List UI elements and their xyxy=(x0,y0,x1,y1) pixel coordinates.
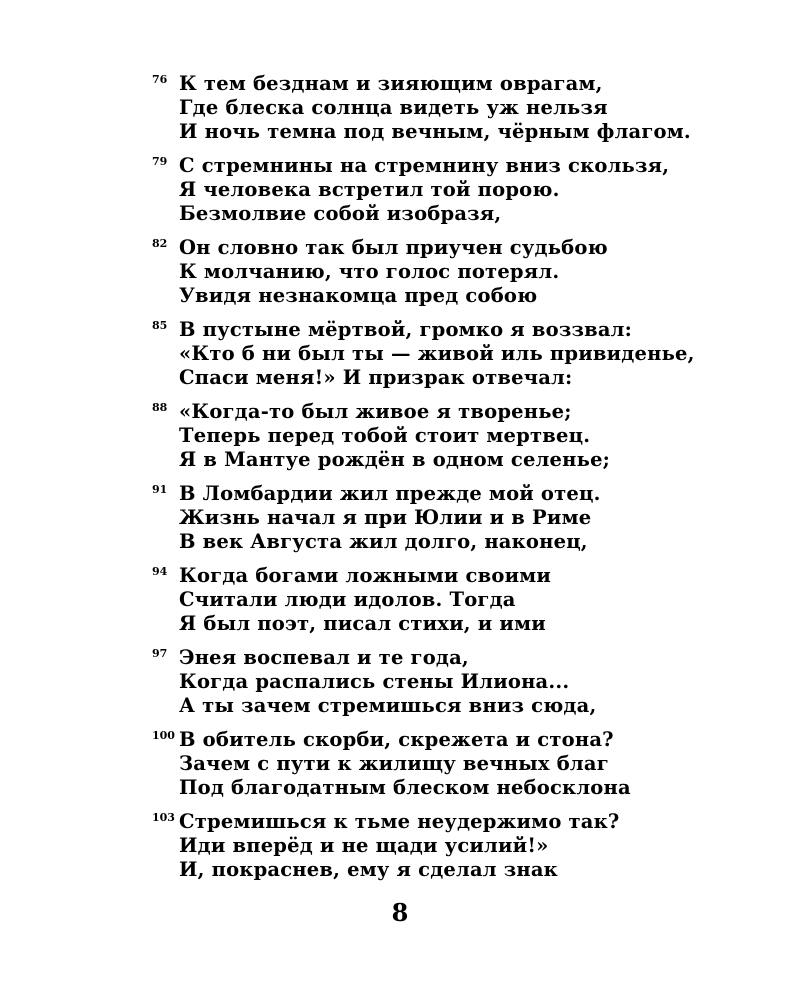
verse-line: К молчанию, что голос потерял. xyxy=(179,260,560,283)
verse-line: Где блеска солнца видеть уж нельзя xyxy=(179,96,608,119)
stanza-lines xyxy=(179,318,695,390)
verse-line: В Ломбардии жил прежде мой отец. xyxy=(179,482,601,505)
stanza xyxy=(152,236,752,318)
verse-line: Когда богами ложными своими xyxy=(179,564,552,587)
verse-line: И, покраснев, ему я сделал знак xyxy=(179,858,558,881)
verse-line: Я был поэт, писал стихи, и ими xyxy=(179,612,546,635)
poem-body xyxy=(152,72,752,892)
line-number: 94 xyxy=(152,565,168,578)
verse-line: Безмолвие собой изобразя, xyxy=(179,202,502,225)
verse-line: Я человека встретил той порою. xyxy=(179,178,560,201)
stanza xyxy=(152,318,752,400)
stanza-lines xyxy=(179,236,608,308)
verse-line: «Когда-то был живое я творенье; xyxy=(179,400,572,423)
stanza-lines xyxy=(179,646,596,718)
stanza xyxy=(152,154,752,236)
verse-line: А ты зачем стремишься вниз сюда, xyxy=(179,694,597,717)
stanza xyxy=(152,72,752,154)
stanza-lines xyxy=(179,728,631,800)
stanza xyxy=(152,400,752,482)
verse-line: Энея воспевал и те года, xyxy=(179,646,469,669)
verse-line: С стремнины на стремнину вниз скользя, xyxy=(179,154,670,177)
line-number: 79 xyxy=(152,155,168,168)
line-number: 88 xyxy=(152,401,168,414)
verse-line: И ночь темна под вечным, чёрным флагом. xyxy=(179,120,691,143)
stanza-lines xyxy=(179,564,551,636)
stanza xyxy=(152,810,752,892)
verse-line: В пустыне мёртвой, громко я воззвал: xyxy=(179,318,633,341)
verse-line: Под благодатным блеском небосклона xyxy=(179,776,631,799)
verse-line: Спаси меня!» И призрак отвечал: xyxy=(179,366,573,389)
line-number: 85 xyxy=(152,319,168,332)
stanza xyxy=(152,728,752,810)
stanza-lines xyxy=(179,72,691,144)
verse-line: Считали люди идолов. Тогда xyxy=(179,588,516,611)
verse-line: Зачем с пути к жилищу вечных благ xyxy=(179,752,609,775)
line-number: 76 xyxy=(152,73,168,86)
verse-line: В обитель скорби, скрежета и стона? xyxy=(179,728,614,751)
verse-line: К тем безднам и зияющим оврагам, xyxy=(179,72,603,95)
line-number: 97 xyxy=(152,647,168,660)
verse-line: Когда распались стены Илиона... xyxy=(179,670,570,693)
stanza-lines xyxy=(179,810,620,882)
stanza xyxy=(152,564,752,646)
verse-line: Я в Мантуе рождён в одном селенье; xyxy=(179,448,611,471)
line-number: 91 xyxy=(152,483,168,496)
stanza-lines xyxy=(179,154,669,226)
stanza xyxy=(152,646,752,728)
verse-line: Жизнь начал я при Юлии и в Риме xyxy=(179,506,592,529)
verse-line: В век Августа жил долго, наконец, xyxy=(179,530,588,553)
verse-line: «Кто б ни был ты — живой иль привиденье, xyxy=(179,342,695,365)
verse-line: Стремишься к тьме неудержимо так? xyxy=(179,810,620,833)
verse-line: Иди вперёд и не щади усилий!» xyxy=(179,834,549,857)
line-number: 103 xyxy=(152,811,175,824)
stanza-lines xyxy=(179,400,610,472)
page-number: 8 xyxy=(391,898,409,927)
stanza-lines xyxy=(179,482,601,554)
line-number: 100 xyxy=(152,729,175,742)
verse-line: Увидя незнакомца пред собою xyxy=(179,284,538,307)
line-number: 82 xyxy=(152,237,168,250)
stanza xyxy=(152,482,752,564)
verse-line: Он словно так был приучен судьбою xyxy=(179,236,608,259)
verse-line: Теперь перед тобой стоит мертвец. xyxy=(179,424,591,447)
